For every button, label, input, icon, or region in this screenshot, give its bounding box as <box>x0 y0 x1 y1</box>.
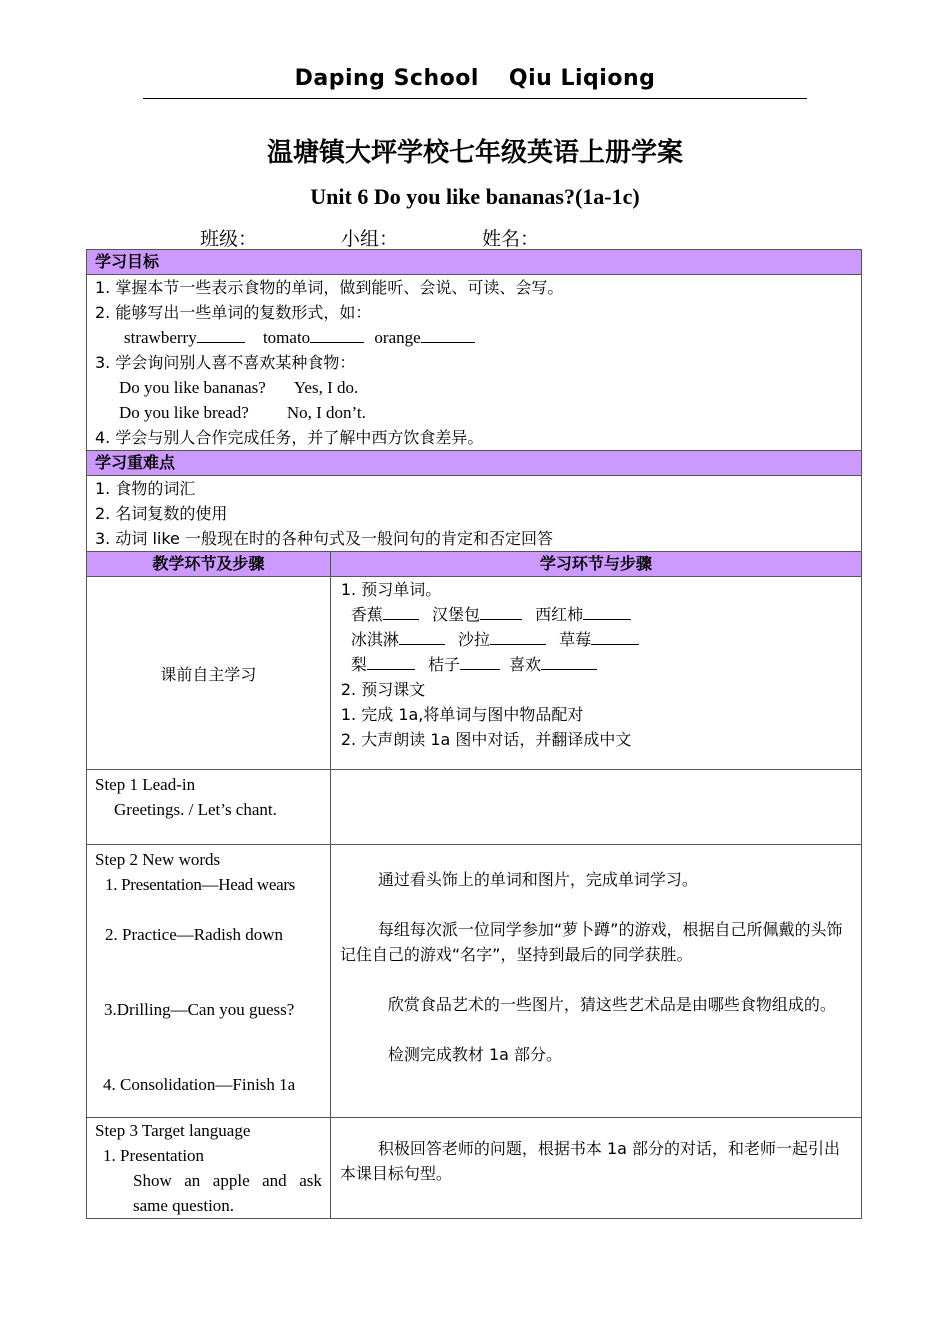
blank <box>480 602 522 620</box>
vocab-hamburger: 汉堡包 <box>431 605 480 624</box>
unit-title: Unit 6 Do you like bananas?(1a-1c) <box>310 184 640 209</box>
example-1 <box>95 375 853 400</box>
student-info-line <box>200 224 549 251</box>
preview-item-2: 2. 预习课文 <box>340 680 426 699</box>
step1-cell <box>87 770 331 845</box>
step1-row <box>87 770 862 845</box>
step2-activity-2: 每组每次派一位同学参加“萝卜蹲”的游戏，根据自己所佩戴的头饰记住自己的游戏“名字”，坚持到最后的同学获胜。 <box>339 920 843 964</box>
step1-title: Step 1 Lead-in <box>95 775 196 794</box>
step3-title: Step 3 Target language <box>95 1121 251 1140</box>
blank <box>591 627 639 645</box>
objective-1: 1. 掌握本节一些表示食物的单词，做到能听、会说、可读、会写。 <box>95 278 564 297</box>
key-point-2: 2. 名词复数的使用 <box>95 504 228 523</box>
question-1: Do you like bananas? <box>119 378 266 397</box>
preview-row <box>87 577 862 770</box>
vocab-row-1 <box>341 602 853 627</box>
step2-activity-1: 通过看头饰上的单词和图片，完成单词学习。 <box>377 870 698 889</box>
step3-activity <box>330 1118 861 1219</box>
objectives-cell <box>87 275 862 451</box>
step3-sub-1: 1. Presentation <box>103 1146 205 1165</box>
blank <box>197 325 245 343</box>
name-blank <box>539 230 549 251</box>
vocab-row-3 <box>341 652 853 677</box>
preview-sub-1: 1. 完成 1a,将单词与图中物品配对 <box>340 705 584 724</box>
header-teacher: Qiu Liqiong <box>508 66 656 91</box>
objective-3: 3. 学会询问别人喜不喜欢某种食物： <box>95 353 356 372</box>
step2-cell <box>87 845 331 1118</box>
key-point-3: 3. 动词 like 一般现在时的各种句式及一般问句的肯定和否定回答 <box>95 529 553 548</box>
step1-detail: Greetings. / Let’s chant. <box>114 800 277 819</box>
objectives-heading-row <box>87 250 862 275</box>
step2-activity-4: 检测完成教材 1a 部分。 <box>387 1045 563 1064</box>
step1-activity <box>330 770 861 845</box>
header-school: Daping School <box>294 66 479 91</box>
question-2: Do you like bread? <box>119 403 249 422</box>
word-orange: orange <box>374 328 421 347</box>
lesson-plan-table <box>86 249 862 1219</box>
step2-sub-3: 3.Drilling—Can you guess? <box>104 1000 295 1019</box>
step3-cell <box>87 1118 331 1219</box>
group-blank <box>398 230 482 251</box>
vocab-salad: 沙拉 <box>457 630 490 649</box>
key-points-heading: 学习重难点 <box>87 451 862 476</box>
column-heading-left: 教学环节及步骤 <box>87 552 331 577</box>
word-tomato: tomato <box>262 328 311 347</box>
name-label: 姓名： <box>482 228 540 250</box>
preview-item-1: 1. 预习单词。 <box>340 580 442 599</box>
key-points-row <box>87 476 862 552</box>
blank <box>460 652 500 670</box>
step2-sub-4: 4. Consolidation—Finish 1a <box>103 1075 296 1094</box>
blank <box>490 627 546 645</box>
step2-activity <box>330 845 861 1118</box>
objective-4: 4. 学会与别人合作完成任务，并了解中西方饮食差异。 <box>95 428 484 447</box>
objectives-heading: 学习目标 <box>87 250 862 275</box>
blank <box>583 602 631 620</box>
preview-label: 课前自主学习 <box>87 577 331 770</box>
blank <box>421 325 475 343</box>
blank <box>310 325 364 343</box>
step2-sub-2: 2. Practice—Radish down <box>105 925 283 944</box>
answer-1: Yes, I do. <box>293 378 359 397</box>
step3-sub-1-detail: Show an apple and ask same question. <box>133 1171 322 1215</box>
plural-examples <box>95 325 853 350</box>
vocab-like: 喜欢 <box>509 655 542 674</box>
class-label: 班级： <box>200 228 258 250</box>
column-heading-right: 学习环节与步骤 <box>330 552 861 577</box>
group-label: 小组： <box>341 228 399 250</box>
step3-row <box>87 1118 862 1219</box>
key-point-1: 1. 食物的词汇 <box>95 479 196 498</box>
vocab-strawberry: 草莓 <box>559 630 592 649</box>
vocab-tomato: 西红柿 <box>535 605 584 624</box>
key-points-heading-row <box>87 451 862 476</box>
vocab-ice-cream: 冰淇淋 <box>350 630 399 649</box>
blank <box>383 602 419 620</box>
vocab-banana: 香蕉 <box>350 605 383 624</box>
objectives-row <box>87 275 862 451</box>
step2-activity-3: 欣赏食品艺术的一些图片，猜这些艺术品是由哪些食物组成的。 <box>387 995 836 1014</box>
class-blank <box>257 230 341 251</box>
document-title: 温塘镇大坪学校七年级英语上册学案 <box>266 138 683 168</box>
step3-activity-1: 积极回答老师的问题，根据书本 1a 部分的对话，和老师一起引出本课目标句型。 <box>339 1139 841 1183</box>
step2-title: Step 2 New words <box>95 850 221 869</box>
example-2 <box>95 400 853 425</box>
step2-sub-1: 1. Presentation—Head wears <box>105 875 295 894</box>
blank <box>367 652 415 670</box>
vocab-row-2 <box>341 627 853 652</box>
key-points-cell <box>87 476 862 552</box>
step2-row <box>87 845 862 1118</box>
vocab-pear: 梨 <box>350 655 367 674</box>
vocab-orange: 桔子 <box>427 655 460 674</box>
blank <box>399 627 445 645</box>
objective-2: 2. 能够写出一些单词的复数形式，如： <box>95 303 372 322</box>
word-strawberry: strawberry <box>124 328 197 347</box>
preview-content <box>330 577 861 770</box>
blank <box>541 652 597 670</box>
page-header <box>143 66 807 99</box>
preview-sub-2: 2. 大声朗读 1a 图中对话，并翻译成中文 <box>340 730 632 749</box>
answer-2: No, I don’t. <box>286 403 366 422</box>
column-heading-row <box>87 552 862 577</box>
